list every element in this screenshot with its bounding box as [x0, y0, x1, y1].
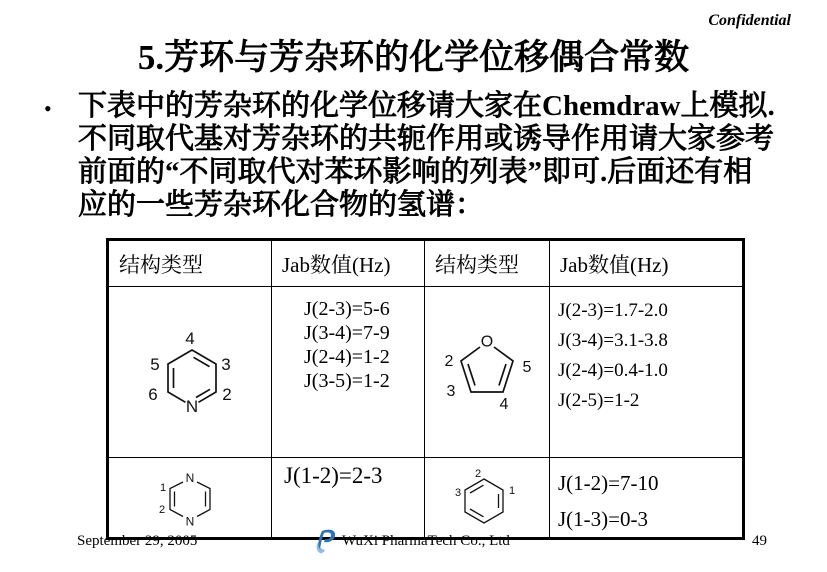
benzene-label-2: 2 [474, 467, 482, 480]
bullet-icon: • [44, 96, 52, 121]
footer-date: September 29, 2005 [77, 533, 198, 549]
pyrazine-label-1: 1 [159, 481, 167, 494]
jab-value: J(1-3)=0-3 [558, 507, 648, 531]
jab-value: J(2-4)=0.4-1.0 [558, 360, 668, 381]
pyrazine-atom-n-bottom: N [185, 514, 195, 528]
jab-value: J(2-3)=5-6 [304, 298, 390, 320]
header-jab-right: Jab数值(Hz) [550, 240, 744, 287]
cell-pyrazine-jab [272, 458, 425, 539]
header-jab-left: Jab数值(Hz) [272, 240, 425, 287]
cell-pyridine-structure [108, 287, 272, 458]
coupling-constants-table [106, 238, 745, 540]
cell-furan-jab [550, 287, 744, 458]
furan-label-2: 2 [444, 353, 453, 370]
cell-pyridine-jab [272, 287, 425, 458]
furan-label-4: 4 [499, 396, 508, 413]
bullet-paragraph [44, 90, 775, 222]
pyrazine-label-2: 2 [158, 503, 166, 516]
pyridine-label-2: 2 [222, 385, 232, 404]
bullet-text-line: 应的一些芳杂环化合物的氢谱： [78, 189, 485, 221]
furan-structure [440, 328, 535, 416]
slide-title: 5.芳环与芳杂环的化学位移偶合常数 [137, 38, 690, 77]
pyridine-label-4: 4 [185, 329, 195, 348]
wuxi-logo-icon [315, 528, 337, 555]
footer-page-number: 49 [752, 533, 767, 549]
furan-atom-o: O [480, 333, 493, 351]
jab-value: J(2-4)=1-2 [304, 346, 390, 368]
table-row [108, 287, 744, 458]
furan-label-3: 3 [446, 383, 455, 400]
jab-value: J(2-5)=1-2 [558, 390, 640, 411]
bullet-text-line: 下表中的芳杂环的化学位移请大家在Chemdraw上模拟. [78, 90, 775, 122]
pyrazine-structure [157, 465, 223, 531]
benzene-label-3: 3 [454, 486, 462, 499]
footer-company-group [315, 528, 510, 555]
jab-value: J(3-4)=7-9 [304, 322, 390, 344]
jab-value: J(3-4)=3.1-3.8 [558, 330, 668, 351]
jab-value: J(1-2)=7-10 [558, 471, 659, 495]
benzene-structure [454, 468, 520, 528]
confidential-label: Confidential [708, 12, 791, 29]
pyridine-label-6: 6 [148, 385, 158, 404]
jab-value: J(3-5)=1-2 [304, 370, 390, 392]
pyrazine-atom-n-top: N [185, 470, 195, 485]
furan-label-5: 5 [522, 359, 531, 376]
header-structure-type-right: 结构类型 [425, 240, 550, 287]
cell-benzene-jab [550, 458, 744, 539]
pyridine-label-5: 5 [150, 355, 160, 374]
jab-value: J(2-3)=1.7-2.0 [558, 300, 668, 321]
bullet-text-line: 不同取代基对芳杂环的共轭作用或诱导作用请大家参考 [78, 123, 775, 155]
cell-pyrazine-structure [108, 458, 272, 539]
cell-furan-structure [425, 287, 550, 458]
pyridine-label-3: 3 [221, 355, 231, 374]
benzene-label-1: 1 [508, 484, 516, 497]
bullet-text-line: 前面的“不同取代对苯环影响的列表”即可.后面还有相 [78, 156, 753, 188]
jab-value: J(1-2)=2-3 [284, 463, 383, 488]
header-structure-type-left: 结构类型 [108, 240, 272, 287]
cell-benzene-structure [425, 458, 550, 539]
pyridine-structure [140, 326, 240, 418]
table-header-row [108, 240, 744, 287]
table-row [108, 458, 744, 539]
footer-company-name: WuXi PharmaTech Co., Ltd [342, 533, 510, 549]
pyridine-atom-n: N [185, 397, 199, 416]
